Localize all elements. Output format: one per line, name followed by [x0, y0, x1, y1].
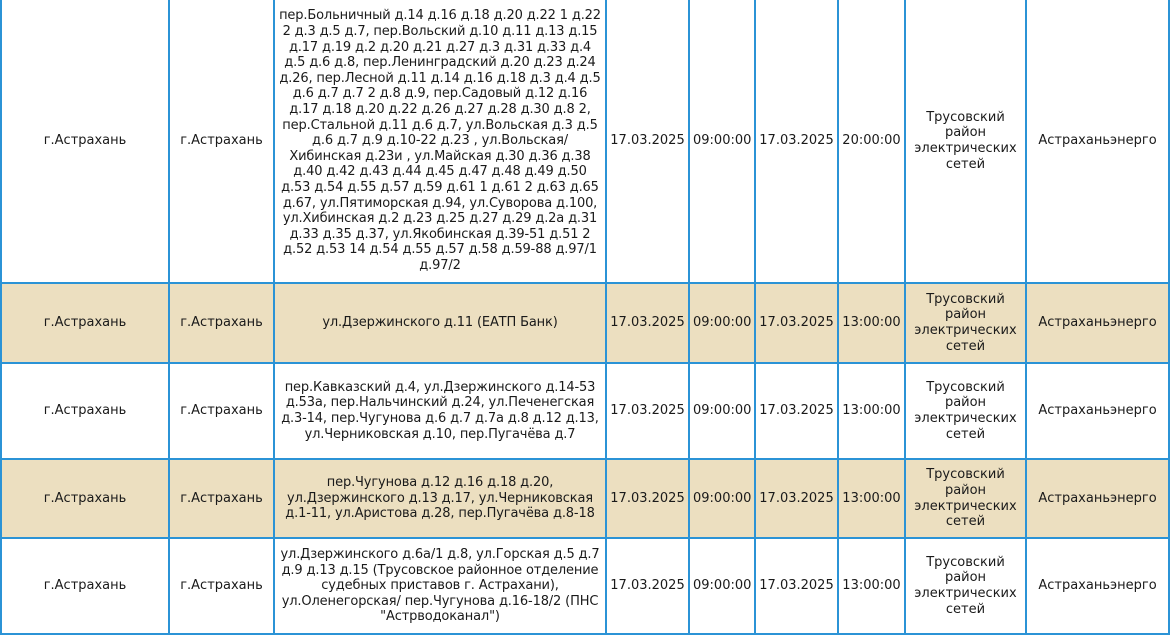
end-date-cell: 17.03.2025	[755, 538, 838, 634]
end-time-cell: 13:00:00	[838, 363, 905, 459]
city-cell: г.Астрахань	[1, 283, 169, 363]
district-cell: Трусовский район электрических сетей	[905, 459, 1026, 538]
district-cell: Трусовский район электрических сетей	[905, 0, 1026, 283]
end-date-cell: 17.03.2025	[755, 0, 838, 283]
start-time-cell: 09:00:00	[689, 0, 755, 283]
start-date-cell: 17.03.2025	[606, 0, 689, 283]
table-row	[1, 459, 1169, 538]
company-cell: Астраханьэнерго	[1026, 0, 1169, 283]
start-date-cell: 17.03.2025	[606, 459, 689, 538]
end-time-cell: 13:00:00	[838, 538, 905, 634]
settlement-cell: г.Астрахань	[169, 538, 274, 634]
settlement-cell: г.Астрахань	[169, 459, 274, 538]
end-time-cell: 13:00:00	[838, 459, 905, 538]
start-date-cell: 17.03.2025	[606, 283, 689, 363]
city-cell: г.Астрахань	[1, 459, 169, 538]
district-cell: Трусовский район электрических сетей	[905, 363, 1026, 459]
start-time-cell: 09:00:00	[689, 538, 755, 634]
addresses-cell: пер.Чугунова д.12 д.16 д.18 д.20, ул.Дзержинского д.13 д.17, ул.Черниковская д.1-11, ул.Аристова д.28, пер.Пугачёва д.8-18	[274, 459, 606, 538]
company-cell: Астраханьэнерго	[1026, 459, 1169, 538]
company-cell: Астраханьэнерго	[1026, 283, 1169, 363]
table-row	[1, 538, 1169, 634]
settlement-cell: г.Астрахань	[169, 0, 274, 283]
district-cell: Трусовский район электрических сетей	[905, 538, 1026, 634]
table-row	[1, 0, 1169, 283]
addresses-cell: ул.Дзержинского д.6а/1 д.8, ул.Горская д.5 д.7 д.9 д.13 д.15 (Трусовское районное отделение судебных приставов г. Астрахани), ул.Оленегорская/ пер.Чугунова д.16-18/2 (ПНС "Астрводоканал")	[274, 538, 606, 634]
start-time-cell: 09:00:00	[689, 283, 755, 363]
city-cell: г.Астрахань	[1, 538, 169, 634]
addresses-cell: ул.Дзержинского д.11 (ЕАТП Банк)	[274, 283, 606, 363]
start-date-cell: 17.03.2025	[606, 538, 689, 634]
addresses-cell: пер.Больничный д.14 д.16 д.18 д.20 д.22 1 д.22 2 д.3 д.5 д.7, пер.Вольский д.10 д.11 д.13 д.15 д.17 д.19 д.2 д.20 д.21 д.27 д.3 д.31 д.33 д.4 д.5 д.6 д.8, пер.Ленинградский д.20 д.23 д.24 д.26, пер.Лесной д.11 д.14 д.16 д.18 д.3 д.4 д.5 д.6 д.7 д.7 2 д.8 д.9, пер.Садовый д.12 д.16 д.17 д.18 д.20 д.22 д.26 д.27 д.28 д.30 д.8 2, пер.Стальной д.11 д.6 д.7, ул.Вольская д.3 д.5 д.6 д.7 д.9 д.10-22 д.23 , ул.Вольская/ Хибинская д.23и , ул.Майская д.30 д.36 д.38 д.40 д.42 д.43 д.44 д.45 д.47 д.48 д.49 д.50 д.53 д.54 д.55 д.57 д.59 д.61 1 д.61 2 д.63 д.65 д.67, ул.Пятиморская д.94, ул.Суворова д.100, ул.Хибинская д.2 д.23 д.25 д.27 д.29 д.2а д.31 д.33 д.35 д.37, ул.Якобинская д.39-51 д.51 2 д.52 д.53 14 д.54 д.55 д.57 д.58 д.59-88 д.97/1 д.97/2	[274, 0, 606, 283]
city-cell: г.Астрахань	[1, 0, 169, 283]
end-date-cell: 17.03.2025	[755, 283, 838, 363]
table-row	[1, 283, 1169, 363]
end-date-cell: 17.03.2025	[755, 459, 838, 538]
city-cell: г.Астрахань	[1, 363, 169, 459]
company-cell: Астраханьэнерго	[1026, 538, 1169, 634]
district-cell: Трусовский район электрических сетей	[905, 283, 1026, 363]
start-time-cell: 09:00:00	[689, 459, 755, 538]
end-time-cell: 13:00:00	[838, 283, 905, 363]
start-time-cell: 09:00:00	[689, 363, 755, 459]
start-date-cell: 17.03.2025	[606, 363, 689, 459]
addresses-cell: пер.Кавказский д.4, ул.Дзержинского д.14-53 д.53а, пер.Нальчинский д.24, ул.Печенегская д.3-14, пер.Чугунова д.6 д.7 д.7а д.8 д.12 д.13, ул.Черниковская д.10, пер.Пугачёва д.7	[274, 363, 606, 459]
table-row	[1, 363, 1169, 459]
settlement-cell: г.Астрахань	[169, 283, 274, 363]
end-time-cell: 20:00:00	[838, 0, 905, 283]
end-date-cell: 17.03.2025	[755, 363, 838, 459]
settlement-cell: г.Астрахань	[169, 363, 274, 459]
company-cell: Астраханьэнерго	[1026, 363, 1169, 459]
